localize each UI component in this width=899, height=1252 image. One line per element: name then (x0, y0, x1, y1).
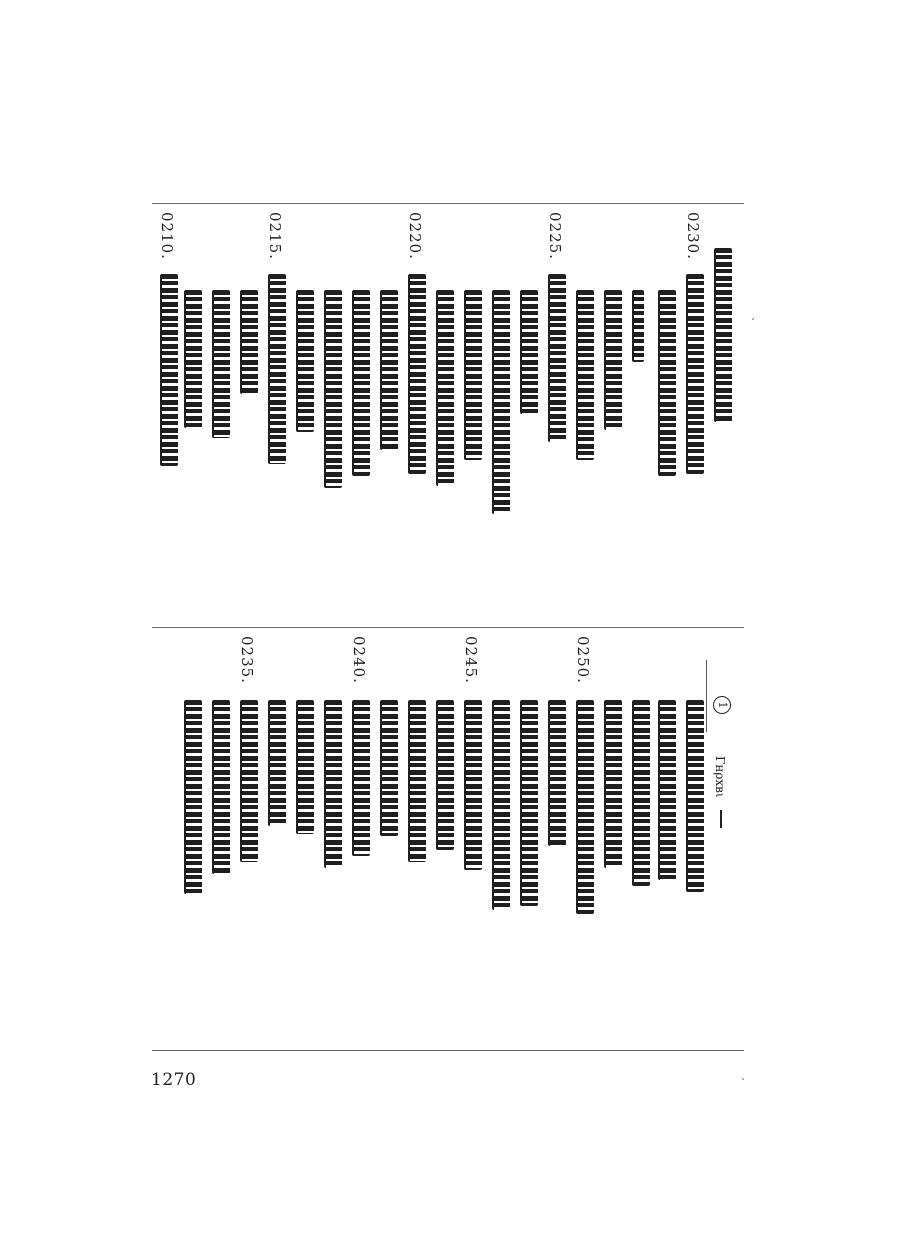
verse-number: 0225. (546, 212, 564, 260)
mongolian-script-line (714, 248, 732, 422)
text-column (376, 204, 402, 627)
mongolian-script-line (436, 290, 454, 486)
mongolian-script-line (212, 290, 230, 438)
verse-number: 0230. (684, 212, 702, 260)
mongolian-script-line (604, 290, 622, 430)
text-column (516, 204, 542, 627)
text-column (320, 204, 346, 627)
mongolian-script-line (184, 290, 202, 428)
mongolian-script-line (492, 700, 510, 910)
mongolian-script-line (632, 290, 644, 362)
text-column (682, 204, 708, 627)
mongolian-script-line (184, 700, 202, 894)
mongolian-script-line (352, 700, 370, 856)
text-column (544, 204, 570, 627)
text-column (682, 628, 708, 1050)
mongolian-script-line (686, 274, 704, 474)
text-column (488, 628, 514, 1050)
text-column (292, 204, 318, 627)
mongolian-script-line (520, 290, 538, 414)
verse-number: 0210. (158, 212, 176, 260)
page-number: 1270 (151, 1070, 197, 1090)
mongolian-script-line (492, 290, 510, 514)
bottom-rule (152, 1050, 744, 1051)
mongolian-script-line (296, 290, 314, 432)
text-column (208, 628, 234, 1050)
text-column (264, 204, 290, 627)
text-column (376, 628, 402, 1050)
mongolian-script-line (268, 274, 286, 464)
text-column (572, 628, 598, 1050)
mongolian-script-line (324, 290, 342, 488)
mongolian-script-line (686, 700, 704, 892)
mongolian-script-line (240, 700, 258, 862)
mongolian-script-line (464, 290, 482, 460)
text-column (348, 628, 374, 1050)
text-column (180, 204, 206, 627)
text-column (654, 204, 680, 627)
verse-number: 0250. (574, 636, 592, 684)
text-column (292, 628, 318, 1050)
text-column (544, 628, 570, 1050)
mongolian-script-line (658, 290, 676, 476)
mongolian-script-line (160, 274, 178, 466)
text-column (264, 628, 290, 1050)
verse-number: 0220. (406, 212, 424, 260)
mongolian-script-line (548, 700, 566, 846)
verse-number: 0215. (266, 212, 284, 260)
footnote (711, 696, 737, 798)
text-column (600, 628, 626, 1050)
mongolian-script-line (464, 700, 482, 870)
footnote-marker: 1 (713, 696, 731, 714)
scan-speck (752, 318, 754, 320)
text-column (320, 628, 346, 1050)
text-column (572, 204, 598, 627)
verse-number: 0245. (462, 636, 480, 684)
text-column (432, 204, 458, 627)
mongolian-script-line (324, 700, 342, 868)
mongolian-script-line (658, 700, 676, 880)
mongolian-script-line (520, 700, 538, 906)
scan-speck (742, 1078, 744, 1080)
mongolian-script-line (380, 290, 398, 450)
verse-number: 0240. (350, 636, 368, 684)
footnote-dash (720, 810, 722, 828)
text-column (600, 204, 626, 627)
mongolian-script-line (212, 700, 230, 874)
text-column (516, 628, 542, 1050)
text-column (432, 628, 458, 1050)
mongolian-script-line (268, 700, 286, 826)
mongolian-script-line (296, 700, 314, 834)
text-column (488, 204, 514, 627)
footnote-separator (706, 660, 707, 732)
verse-number: 0235. (238, 636, 256, 684)
text-column (348, 204, 374, 627)
mongolian-script-line (408, 700, 426, 862)
footnote-text: Γнρxвι (713, 756, 727, 798)
mongolian-script-line (576, 700, 594, 914)
text-column (628, 204, 654, 627)
mongolian-script-line (436, 700, 454, 850)
upper-text-block (152, 204, 744, 627)
text-column (236, 628, 262, 1050)
lower-text-block (152, 628, 744, 1050)
text-column (460, 204, 486, 627)
mongolian-script-line (548, 274, 566, 442)
mongolian-script-line (632, 700, 650, 886)
text-column (236, 204, 262, 627)
text-column (460, 628, 486, 1050)
mongolian-script-line (408, 274, 426, 474)
text-column (710, 204, 736, 627)
text-column (208, 204, 234, 627)
text-column (404, 628, 430, 1050)
text-column (404, 204, 430, 627)
mongolian-script-line (576, 290, 594, 460)
text-column (628, 628, 654, 1050)
text-column (654, 628, 680, 1050)
text-column (156, 204, 182, 627)
mongolian-script-line (240, 290, 258, 394)
mongolian-script-line (352, 290, 370, 476)
text-column (180, 628, 206, 1050)
mongolian-script-line (380, 700, 398, 836)
mongolian-script-line (604, 700, 622, 868)
